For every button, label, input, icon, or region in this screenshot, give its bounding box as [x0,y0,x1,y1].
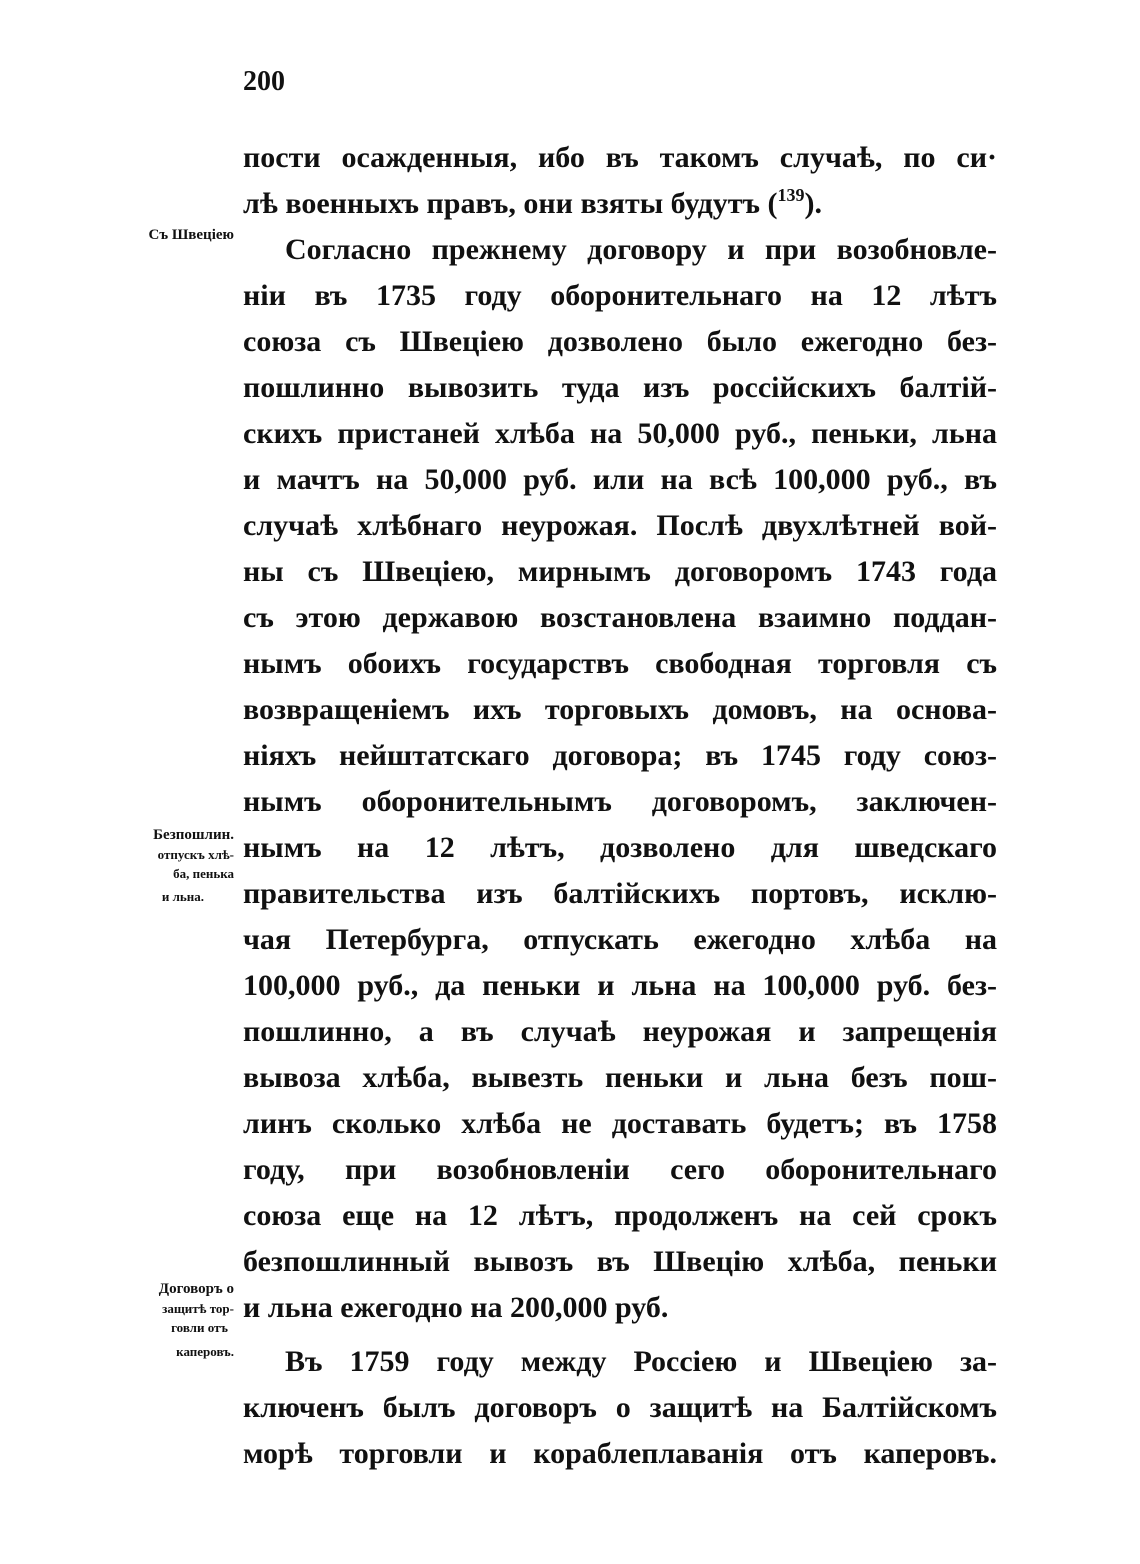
margin-note-line: отпускъ хлѣ- [157,847,234,862]
margin-note-line: Безпошлин. [153,827,234,843]
text-line: возвращеніемъ ихъ торговыхъ домовъ, на основа- [243,693,997,726]
text-line: скихъ пристаней хлѣба на 50,000 руб., пеньки, льна [243,417,997,450]
text-line: пости осажденныя, ибо въ такомъ случаѣ, по си· [243,141,997,174]
text-line: пошлинно вывозить туда изъ россійскихъ балтій- [243,371,997,404]
text-line: Въ 1759 году между Россіею и Швеціею за- [285,1345,997,1378]
text-line: морѣ торговли и кораблеплаванія отъ каперовъ. [243,1437,997,1470]
text-line: пошлинно, а въ случаѣ неурожая и запрещенія [243,1015,997,1048]
footnote-reference: 139 [777,185,805,205]
text-line: 100,000 руб., да пеньки и льна на 100,000 руб. без- [243,969,997,1002]
footnote-close: ). [804,187,822,220]
text-line: безпошлинный вывозъ въ Швецію хлѣба, пеньки [243,1245,997,1278]
text-line: правительства изъ балтійскихъ портовъ, исклю- [243,877,997,910]
text-line: Согласно прежнему договору и при возобновле- [285,233,997,266]
text-line: линъ сколько хлѣба не доставать будетъ; въ 1758 [243,1107,997,1140]
margin-note-line: Съ Швеціею [148,227,234,243]
margin-note-dutyfree [153,826,234,911]
page-number: 200 [243,66,285,97]
margin-note-line: каперовъ. [176,1344,234,1359]
text-line: нымъ на 12 лѣтъ, дозволено для шведскаго [243,831,997,864]
text-line: году, при возобновленіи сего оборонительнаго [243,1153,997,1186]
text-line: и мачтъ на 50,000 руб. или на всѣ 100,000 руб., въ [243,463,997,496]
text-line-content: лѣ военныхъ правъ, они взяты будутъ ( [243,187,778,220]
text-line [243,180,997,228]
margin-note-line: говли отъ [171,1320,228,1335]
text-line: союза еще на 12 лѣтъ, продолженъ на сей срокъ [243,1199,997,1232]
margin-note-line: и льна. [161,889,204,904]
text-line: нымъ оборонительнымъ договоромъ, заключен- [243,785,997,818]
text-line: ны съ Швеціею, мирнымъ договоромъ 1743 года [243,555,997,588]
margin-note-treaty [159,1280,234,1367]
text-line: чая Петербурга, отпускать ежегодно хлѣба на [243,923,997,956]
text-line: съ этою державою возстановлена взаимно поддан- [243,601,997,634]
text-line: нымъ обоихъ государствъ свободная торговля съ [243,647,997,680]
text-line: союза съ Швеціею дозволено было ежегодно без- [243,325,997,358]
margin-note-line: ба, пенька [173,866,234,881]
margin-note-sweden [149,226,235,245]
text-line: случаѣ хлѣбнаго неурожая. Послѣ двухлѣтней вой- [243,509,997,542]
margin-note-line: Договоръ о [158,1281,234,1297]
text-line: ніяхъ нейштатскаго договора; въ 1745 году союз- [243,739,997,772]
text-line: ніи въ 1735 году оборонительнаго на 12 лѣтъ [243,279,997,312]
margin-note-line: защитѣ тор- [162,1301,234,1316]
text-line: и льна ежегодно на 200,000 руб. [243,1291,669,1324]
text-line: вывоза хлѣба, вывезть пеньки и льна безъ пош- [243,1061,997,1094]
text-line: ключенъ былъ договоръ о защитѣ на Балтійскомъ [243,1391,997,1424]
